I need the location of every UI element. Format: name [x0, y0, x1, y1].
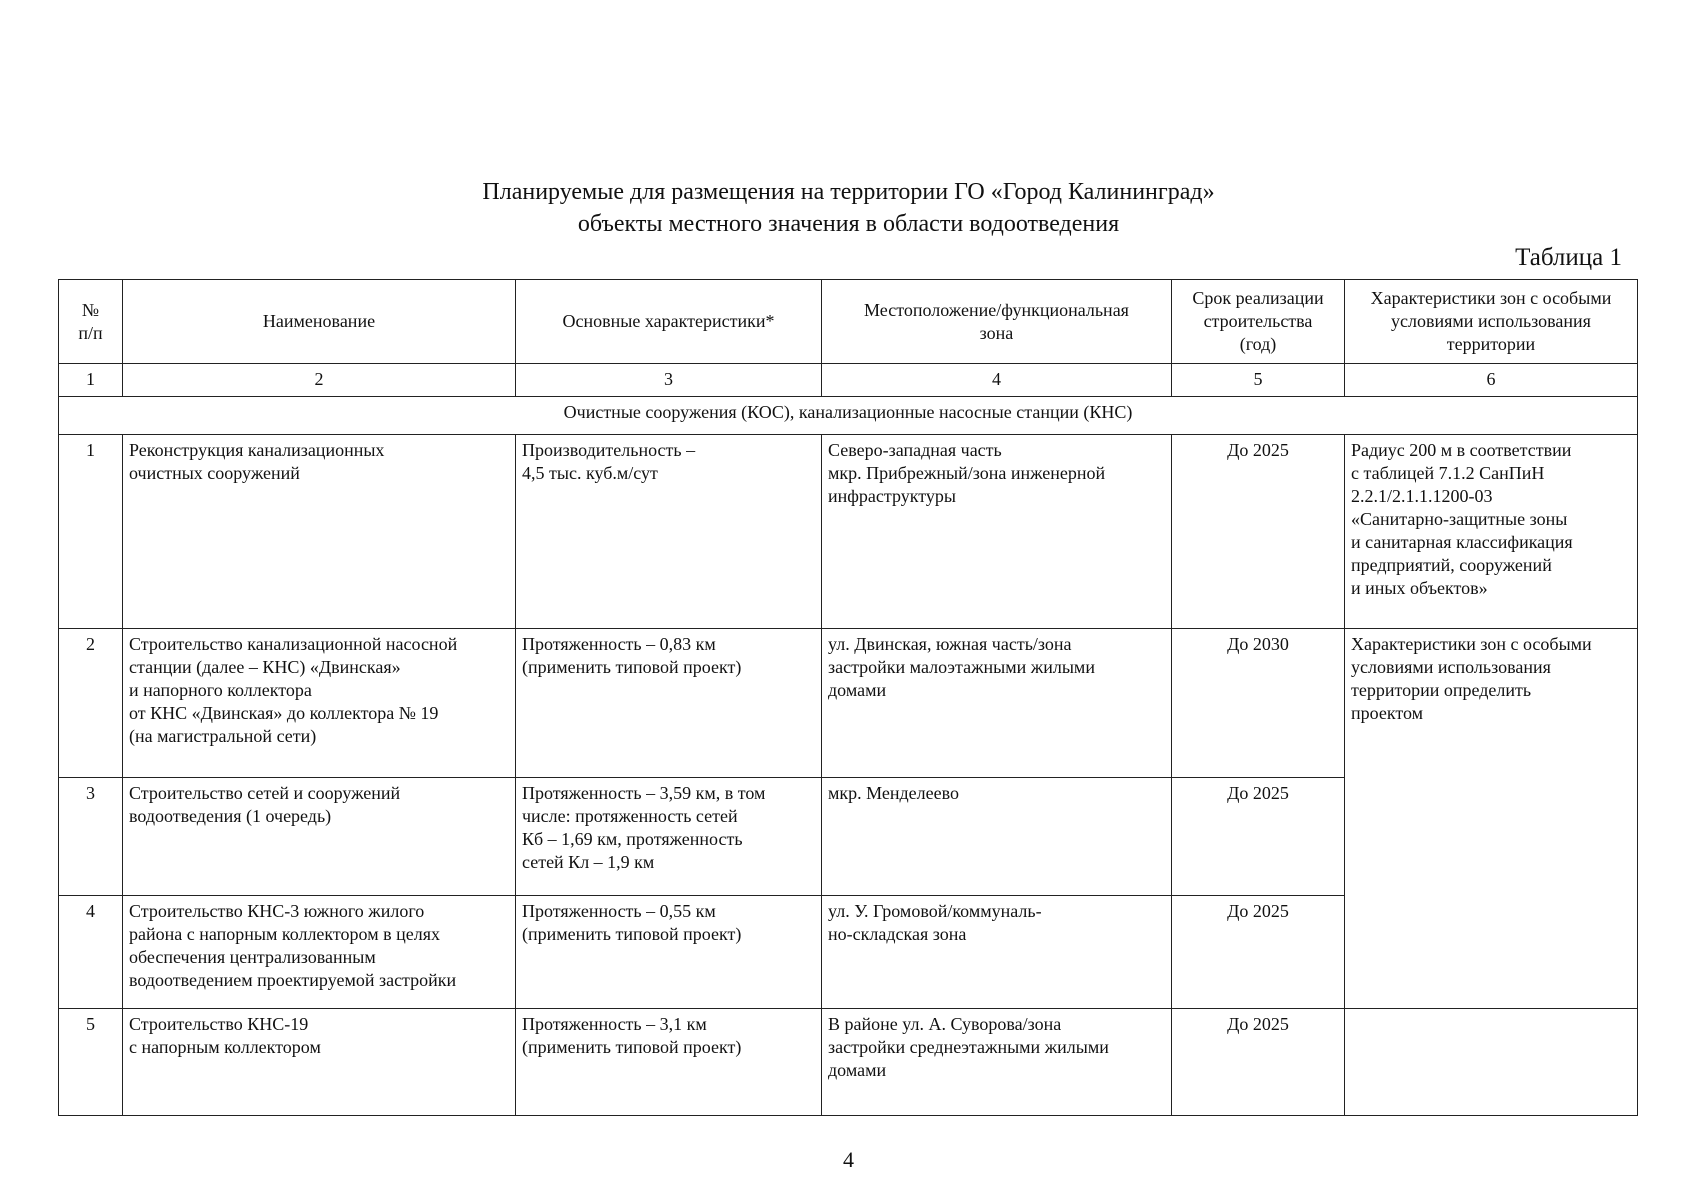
section-row — [59, 397, 1638, 435]
row-zones: Характеристики зон с особыми условиями использования территории определить проектом — [1345, 629, 1638, 1009]
row-location: ул. У. Громовой/коммуналь- но-складская зона — [822, 896, 1172, 1009]
row-number: 1 — [59, 435, 123, 629]
header-term: Срок реализации строительства (год) — [1172, 280, 1345, 364]
column-number: 1 — [59, 364, 123, 397]
row-location: Северо-западная часть мкр. Прибрежный/зона инженерной инфраструктуры — [822, 435, 1172, 629]
row-characteristics: Производительность – 4,5 тыс. куб.м/сут — [516, 435, 822, 629]
header-location: Местоположение/функциональная зона — [822, 280, 1172, 364]
table-row — [59, 1009, 1638, 1116]
header-number: № п/п — [59, 280, 123, 364]
header-name: Наименование — [123, 280, 516, 364]
table-label: Таблица 1 — [1515, 244, 1622, 271]
row-characteristics: Протяженность – 0,83 км (применить типовой проект) — [516, 629, 822, 778]
row-location: ул. Двинская, южная часть/зона застройки малоэтажными жилыми домами — [822, 629, 1172, 778]
row-name: Строительство канализационной насосной станции (далее – КНС) «Двинская» и напорного коллектора от КНС «Двинская» до коллектора № 19 (на магистральной сети) — [123, 629, 516, 778]
row-term: До 2025 — [1172, 896, 1345, 1009]
row-name: Строительство сетей и сооружений водоотведения (1 очередь) — [123, 778, 516, 896]
row-location: мкр. Менделеево — [822, 778, 1172, 896]
column-number: 2 — [123, 364, 516, 397]
column-number: 3 — [516, 364, 822, 397]
row-term: До 2025 — [1172, 778, 1345, 896]
row-number: 4 — [59, 896, 123, 1009]
row-zones: Радиус 200 м в соответствии с таблицей 7.1.2 СанПиН 2.2.1/2.1.1.1200-03 «Санитарно-защитные зоны и санитарная классификация предприятий, сооружений и иных объектов» — [1345, 435, 1638, 629]
row-name: Строительство КНС-19 с напорным коллектором — [123, 1009, 516, 1116]
row-term: До 2025 — [1172, 435, 1345, 629]
row-name: Реконструкция канализационных очистных сооружений — [123, 435, 516, 629]
document-title-line-2: объекты местного значения в области водоотведения — [577, 211, 1120, 237]
row-zones — [1345, 1009, 1638, 1116]
row-term: До 2030 — [1172, 629, 1345, 778]
header-row — [59, 280, 1638, 364]
document-title-line-1: Планируемые для размещения на территории ГО «Город Калининград» — [482, 179, 1215, 205]
row-characteristics: Протяженность – 3,59 км, в том числе: протяженность сетей Кб – 1,69 км, протяженность сетей Кл – 1,9 км — [516, 778, 822, 896]
row-number: 2 — [59, 629, 123, 778]
row-characteristics: Протяженность – 3,1 км (применить типовой проект) — [516, 1009, 822, 1116]
column-number: 5 — [1172, 364, 1345, 397]
page-number: 4 — [843, 1147, 854, 1172]
header-characteristics: Основные характеристики* — [516, 280, 822, 364]
header-zones: Характеристики зон с особыми условиями использования территории — [1345, 280, 1638, 364]
table-row — [59, 435, 1638, 629]
row-location: В районе ул. А. Суворова/зона застройки среднеэтажными жилыми домами — [822, 1009, 1172, 1116]
row-number: 3 — [59, 778, 123, 896]
row-number: 5 — [59, 1009, 123, 1116]
column-number: 4 — [822, 364, 1172, 397]
row-characteristics: Протяженность – 0,55 км (применить типовой проект) — [516, 896, 822, 1009]
column-number: 6 — [1345, 364, 1638, 397]
section-title: Очистные сооружения (КОС), канализационные насосные станции (КНС) — [59, 397, 1638, 435]
sewerage-objects-table — [58, 279, 1638, 1116]
row-name: Строительство КНС-3 южного жилого района с напорным коллектором в целях обеспечения централизованным водоотведением проектируемой застройки — [123, 896, 516, 1009]
table-row — [59, 629, 1638, 778]
column-number-row — [59, 364, 1638, 397]
row-term: До 2025 — [1172, 1009, 1345, 1116]
